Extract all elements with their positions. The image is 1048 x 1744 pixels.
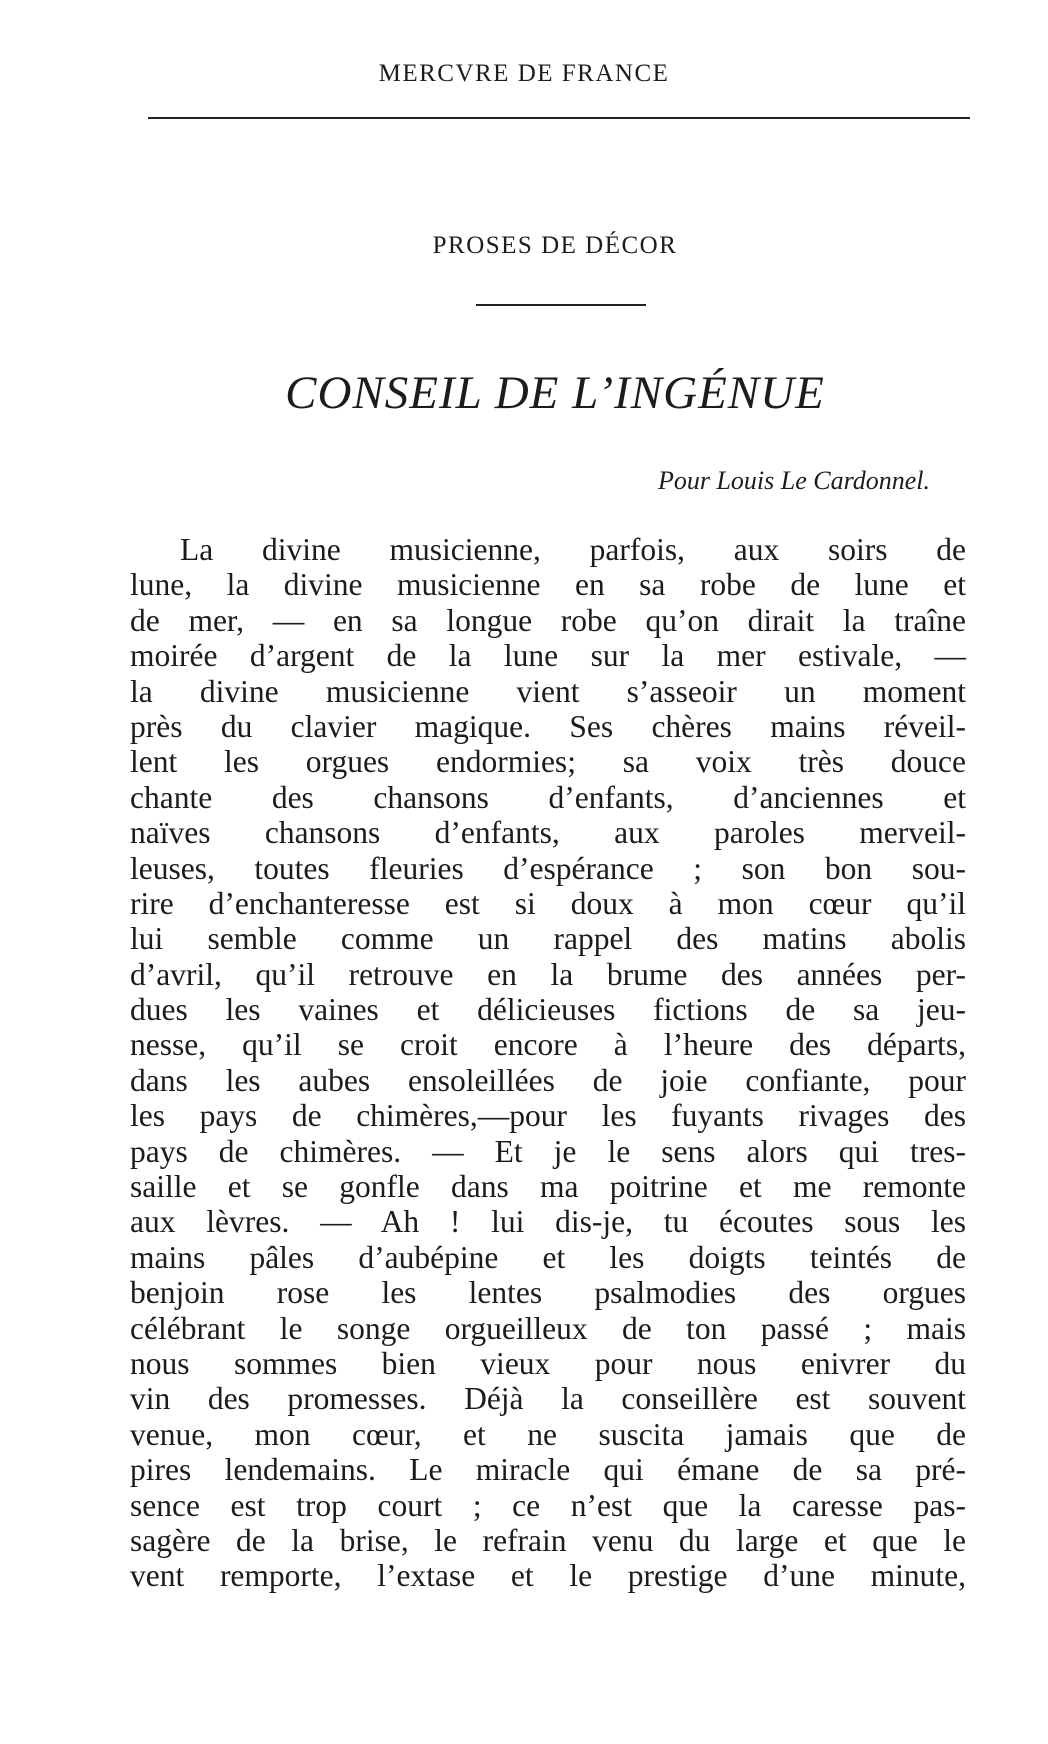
body-text <box>130 532 966 1594</box>
text-line: près du clavier magique. Ses chères mains réveil- <box>130 708 966 744</box>
text-line: sagère de la brise, le refrain venu du large et que le <box>130 1522 966 1558</box>
title-divider <box>476 304 646 306</box>
text-line: dans les aubes ensoleillées de joie confiante, pour <box>130 1062 966 1098</box>
text-line: sence est trop court ; ce n’est que la caresse pas- <box>130 1487 966 1523</box>
text-line: vent remporte, l’extase et le prestige d’une minute, <box>130 1558 966 1594</box>
text-line: benjoin rose les lentes psalmodies des orgues <box>130 1275 966 1311</box>
text-line: de mer, — en sa longue robe qu’on dirait la traîne <box>130 602 966 638</box>
text-line: moirée d’argent de la lune sur la mer estivale, — <box>130 638 966 674</box>
text-line: rire d’enchanteresse est si doux à mon cœur qu’il <box>130 885 966 921</box>
text-line: nous sommes bien vieux pour nous enivrer du <box>130 1345 966 1381</box>
text-line: la divine musicienne vient s’asseoir un moment <box>130 673 966 709</box>
text-line: chante des chansons d’enfants, d’anciennes et <box>130 779 966 815</box>
text-line: venue, mon cœur, et ne suscita jamais que de <box>130 1416 966 1452</box>
text-line: mains pâles d’aubépine et les doigts teintés de <box>130 1239 966 1275</box>
text-line: dues les vaines et délicieuses fictions de sa jeu- <box>130 992 966 1028</box>
text-line: saille et se gonfle dans ma poitrine et me remonte <box>130 1169 966 1205</box>
text-line: naïves chansons d’enfants, aux paroles merveil- <box>130 815 966 851</box>
text-line: pays de chimères. — Et je le sens alors qui tres- <box>130 1133 966 1169</box>
dedication: Pour Louis Le Cardonnel. <box>657 466 930 495</box>
text-line: nesse, qu’il se croit encore à l’heure des départs, <box>130 1027 966 1063</box>
header-rule <box>148 117 970 119</box>
text-line: vin des promesses. Déjà la conseillère est souvent <box>130 1381 966 1417</box>
text-line: La divine musicienne, parfois, aux soirs de <box>180 532 966 567</box>
text-line: d’avril, qu’il retrouve en la brume des années per- <box>130 956 966 992</box>
text-line: aux lèvres. — Ah ! lui dis-je, tu écoutes sous les <box>130 1204 966 1240</box>
text-line: lent les orgues endormies; sa voix très douce <box>130 744 966 780</box>
text-line: pires lendemains. Le miracle qui émane de sa pré- <box>130 1452 966 1488</box>
text-line: lui semble comme un rappel des matins abolis <box>130 921 966 957</box>
text-line: célébrant le songe orgueilleux de ton passé ; mais <box>130 1310 966 1346</box>
text-line: les pays de chimères,—pour les fuyants rivages des <box>130 1098 966 1134</box>
piece-title: CONSEIL DE L’INGÉNUE <box>285 367 825 419</box>
running-head: MERCVRE DE FRANCE <box>378 60 670 87</box>
text-line: lune, la divine musicienne en sa robe de lune et <box>130 567 966 603</box>
section-title: PROSES DE DÉCOR <box>432 232 678 259</box>
text-line: leuses, toutes fleuries d’espérance ; son bon sou- <box>130 850 966 886</box>
